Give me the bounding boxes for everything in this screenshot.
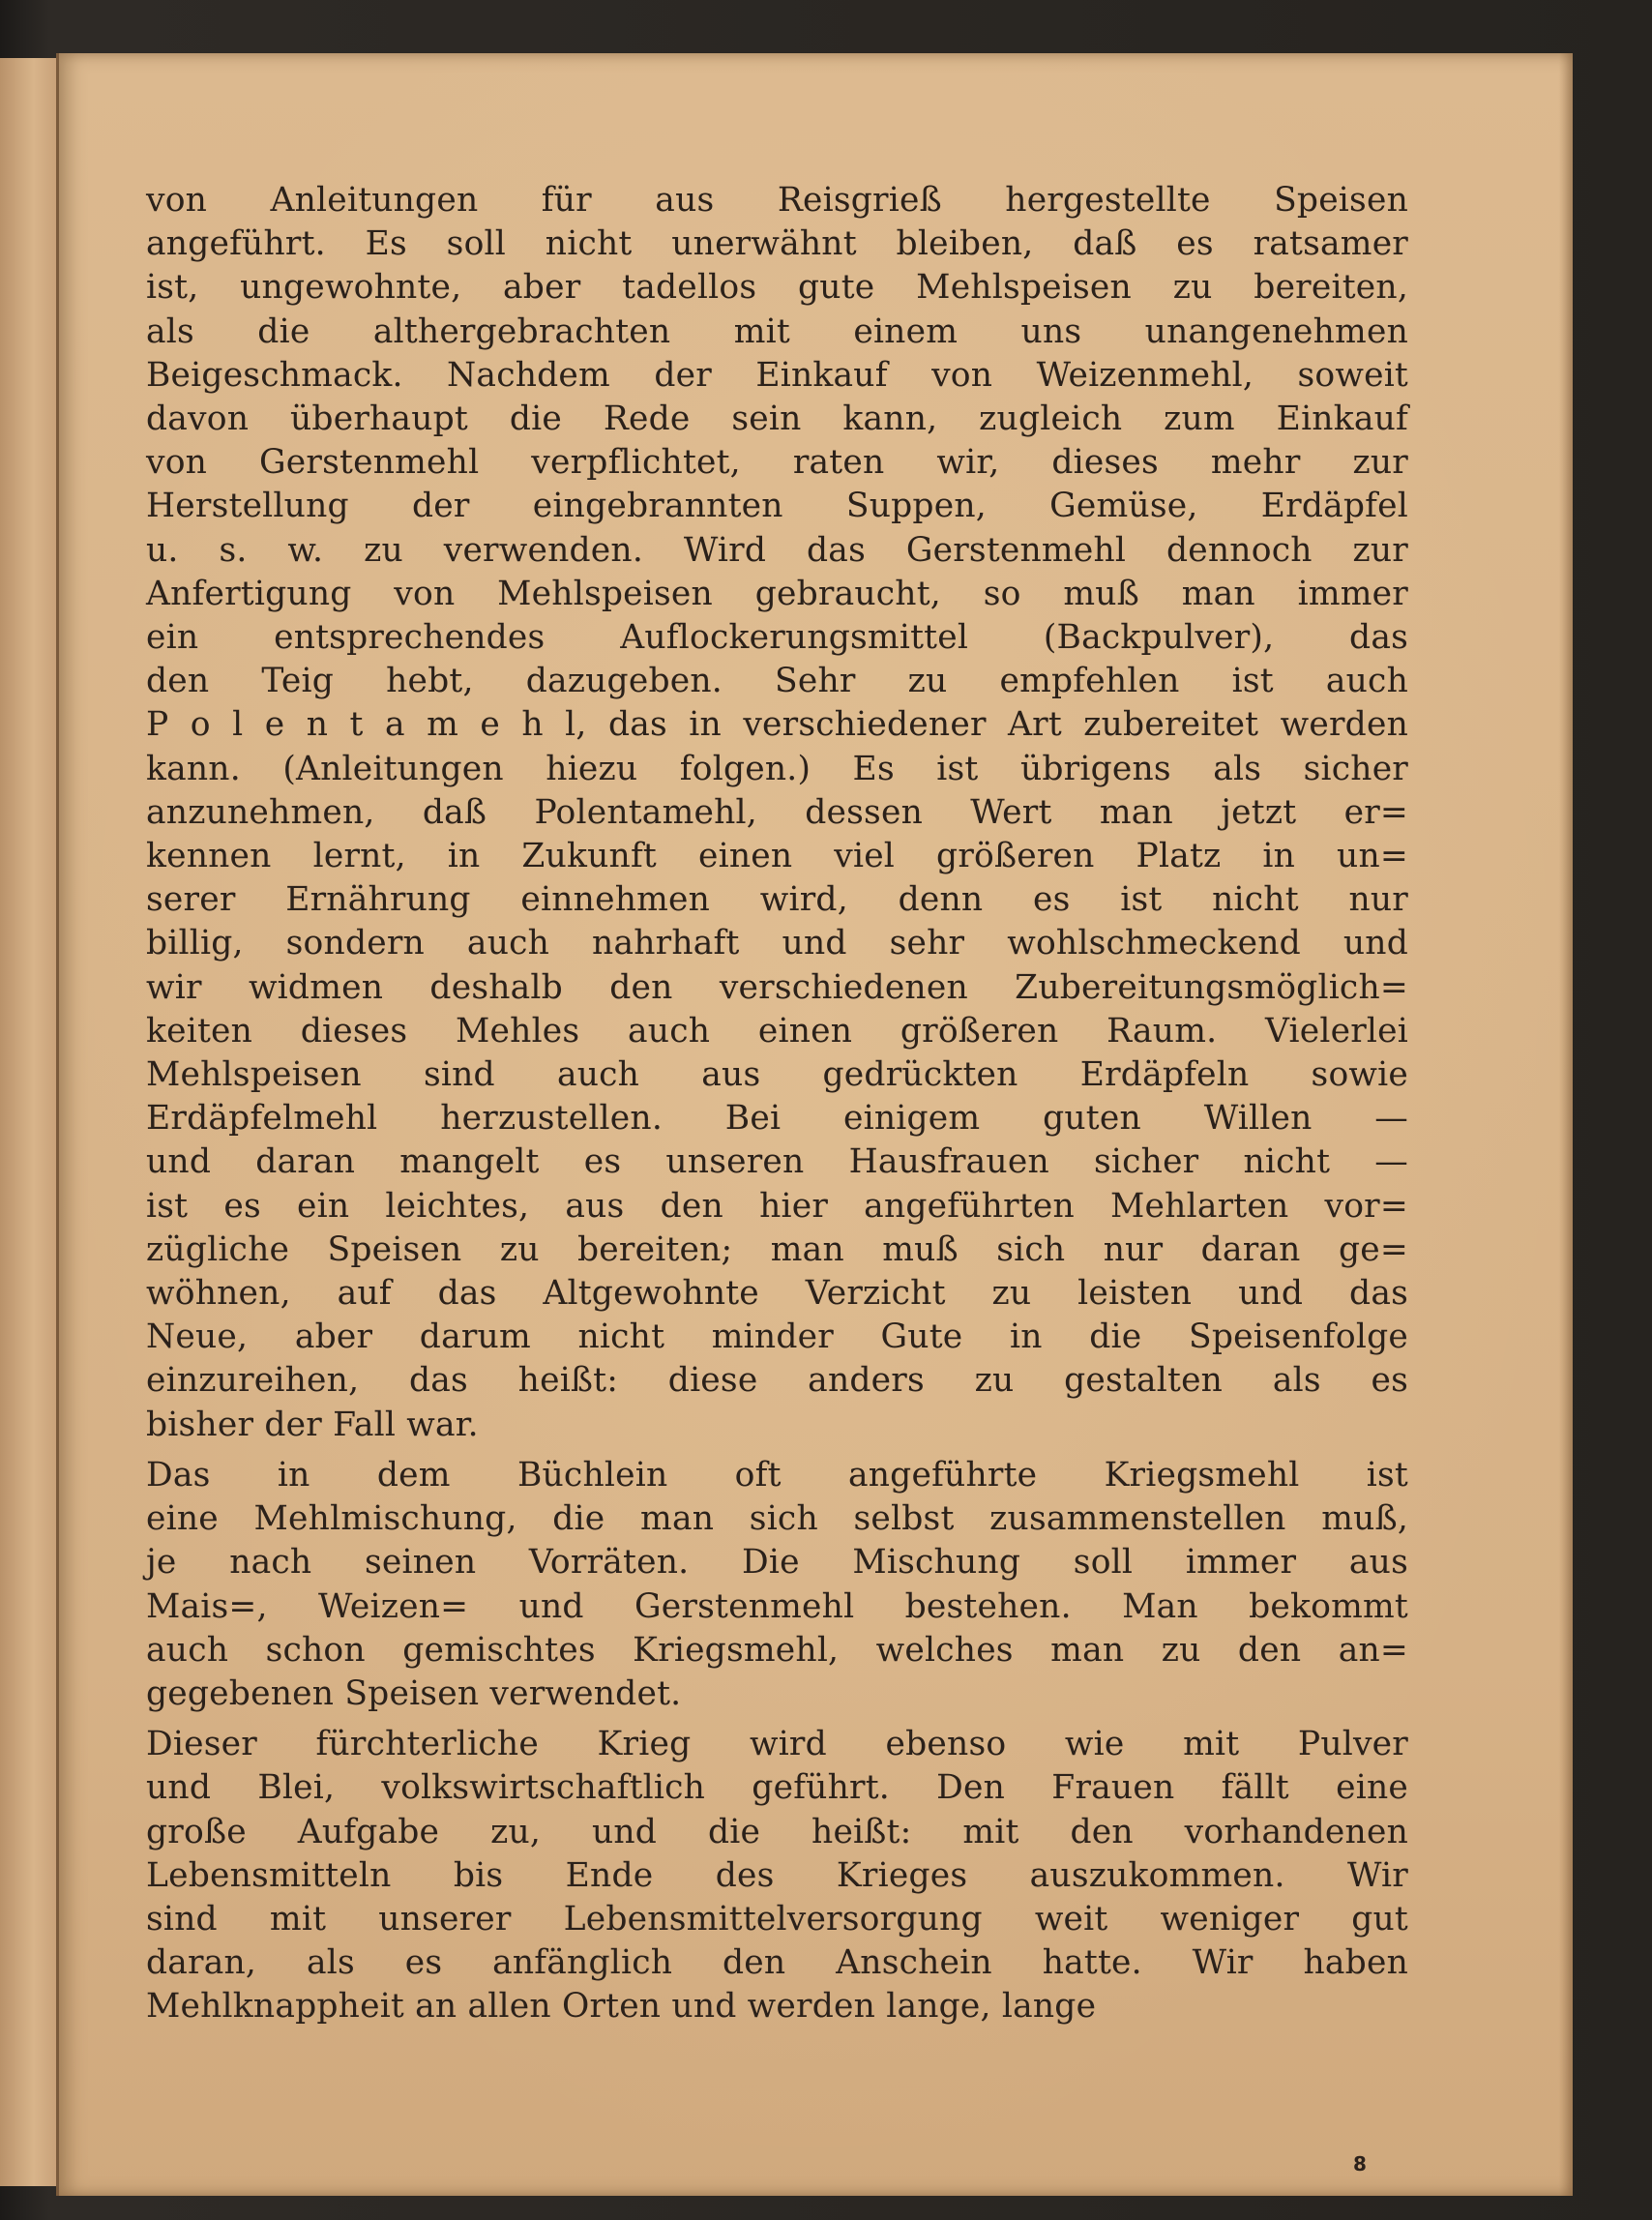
text-line: keiten dieses Mehles auch einen größeren Raum. Vielerlei: [146, 1011, 1408, 1051]
text-line: ist es ein leichtes, aus den hier angeführten Mehlarten vor=: [146, 1186, 1408, 1226]
text-line: wöhnen, auf das Altgewohnte Verzicht zu leisten und das: [146, 1274, 1408, 1314]
text-line: Anfertigung von Mehlspeisen gebraucht, so muß man immer: [146, 574, 1408, 613]
text-line: von Anleitungen für aus Reisgrieß hergestellte Speisen: [146, 181, 1408, 220]
text-line: ist, ungewohnte, aber tadellos gute Mehlspeisen zu bereiten,: [146, 268, 1408, 308]
text-line: ein entsprechendes Auflockerungsmittel (Backpulver), das: [146, 618, 1408, 658]
text-line: Lebensmitteln bis Ende des Krieges auszukommen. Wir: [146, 1855, 1408, 1895]
text-line: Erdäpfelmehl herzustellen. Bei einigem guten Willen —: [146, 1099, 1408, 1139]
text-line: und Blei, volkswirtschaftlich geführt. Den Frauen fällt eine: [146, 1768, 1408, 1808]
text-line: P o l e n t a m e h l, das in verschiedener Art zubereitet werden: [146, 705, 1408, 745]
text-line: große Aufgabe zu, und die heißt: mit den vorhandenen: [146, 1812, 1408, 1851]
left-page-edge: [0, 58, 58, 2186]
paragraph-3: [146, 1723, 1408, 2028]
text-line: Beigeschmack. Nachdem der Einkauf von Weizenmehl, soweit: [146, 355, 1408, 395]
text-line: wir widmen deshalb den verschiedenen Zubereitungsmöglich=: [146, 967, 1408, 1007]
text-line: und daran mangelt es unseren Hausfrauen sicher nicht —: [146, 1142, 1408, 1182]
text-line: als die althergebrachten mit einem uns unangenehmen: [146, 311, 1408, 351]
paragraph-2: [146, 1454, 1408, 1716]
text-line: Dieser fürchterliche Krieg wird ebenso wie mit Pulver: [146, 1725, 1408, 1764]
text-line: auch schon gemischtes Kriegsmehl, welches man zu den an=: [146, 1630, 1408, 1670]
text-line: serer Ernährung einnehmen wird, denn es ist nicht nur: [146, 880, 1408, 920]
page-mark: 8: [1353, 2152, 1367, 2176]
text-line: anzunehmen, daß Polentamehl, dessen Wert man jetzt er=: [146, 792, 1408, 832]
text-line: billig, sondern auch nahrhaft und sehr wohlschmeckend und: [146, 924, 1408, 963]
text-line: Neue, aber darum nicht minder Gute in die Speisenfolge: [146, 1317, 1408, 1357]
text-line: gegebenen Speisen verwendet.: [146, 1673, 682, 1713]
text-line: von Gerstenmehl verpflichtet, raten wir, dieses mehr zur: [146, 443, 1408, 483]
text-line: Das in dem Büchlein oft angeführte Kriegsmehl ist: [146, 1455, 1408, 1495]
text-line: Mehlspeisen sind auch aus gedrückten Erdäpfeln sowie: [146, 1055, 1408, 1095]
text-line: je nach seinen Vorräten. Die Mischung soll immer aus: [146, 1543, 1408, 1583]
text-line: angeführt. Es soll nicht unerwähnt bleiben, daß es ratsamer: [146, 224, 1408, 264]
text-line: kennen lernt, in Zukunft einen viel größeren Platz in un=: [146, 837, 1408, 876]
text-line: zügliche Speisen zu bereiten; man muß sich nur daran ge=: [146, 1229, 1408, 1269]
text-line: eine Mehlmischung, die man sich selbst zusammenstellen muß,: [146, 1499, 1408, 1539]
paragraph-1: [146, 179, 1408, 1447]
text-line: daran, als es anfänglich den Anschein hatte. Wir haben: [146, 1943, 1408, 1983]
body-text: [146, 179, 1408, 2029]
book-page: [56, 53, 1573, 2196]
text-line: bisher der Fall war.: [146, 1405, 479, 1444]
text-line: Mais=, Weizen= und Gerstenmehl bestehen. Man bekommt: [146, 1586, 1408, 1626]
text-line: kann. (Anleitungen hiezu folgen.) Es ist übrigens als sicher: [146, 749, 1408, 788]
text-line: einzureihen, das heißt: diese anders zu gestalten als es: [146, 1361, 1408, 1401]
text-line: u. s. w. zu verwenden. Wird das Gerstenmehl dennoch zur: [146, 530, 1408, 570]
text-line: den Teig hebt, dazugeben. Sehr zu empfehlen ist auch: [146, 662, 1408, 701]
text-line: Herstellung der eingebrannten Suppen, Gemüse, Erdäpfel: [146, 487, 1408, 526]
text-line: sind mit unserer Lebensmittelversorgung weit weniger gut: [146, 1899, 1408, 1939]
text-line: Mehlknappheit an allen Orten und werden lange, lange: [146, 1987, 1097, 2027]
text-line: davon überhaupt die Rede sein kann, zugleich zum Einkauf: [146, 400, 1408, 439]
